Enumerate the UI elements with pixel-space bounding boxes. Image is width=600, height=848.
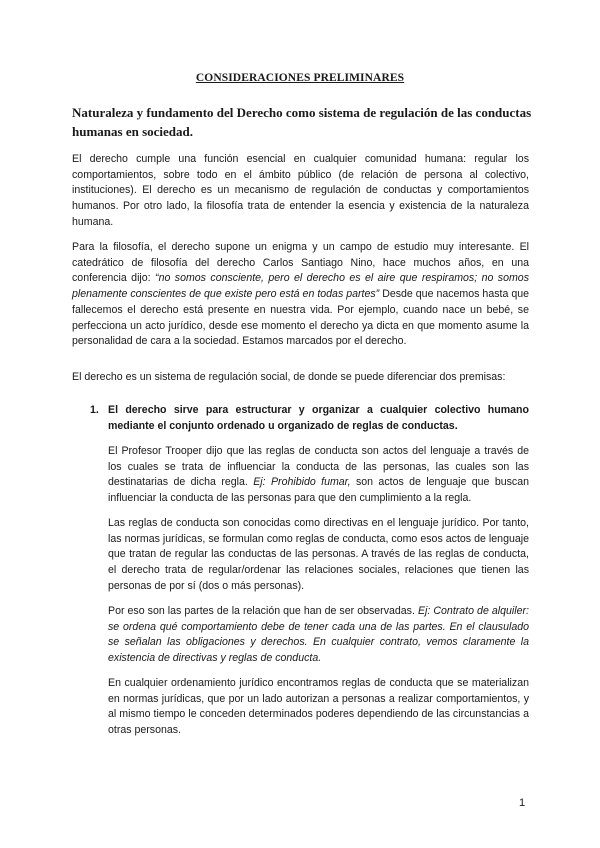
- example-rental-contract: Ej: Contrato de alquiler: se ordena qué comportamiento debe de tener cada una de las partes. En el clausulado se señalan las obligaciones y derechos. En cualquier contrato, vemos claramente la existencia de directivas y reglas de conducta.: [108, 605, 529, 665]
- page-title: CONSIDERACIONES PRELIMINARES: [195, 72, 405, 84]
- page-number: 1: [519, 797, 526, 809]
- list-item-text: El derecho sirve para estructurar y organizar a cualquier colectivo humano mediante el conjunto ordenado u organizado de reglas de conductas.: [108, 404, 529, 432]
- paragraph-philosophy-text-b: Desde que nacemos hasta que fallecemos el derecho está presente en nuestra vida. Por ejemplo, cuando nace un bebé, se perfecciona un acto jurídico, desde ese momento el derecho ya dicta en que momento asume la personalidad de cara a la sociedad. Estamos marcados por el derecho.: [72, 288, 529, 348]
- example-no-smoking: Ej: Prohibido fumar,: [253, 476, 351, 489]
- paragraph-premises: El derecho es un sistema de regulación social, de donde se puede diferenciar dos premisas:: [72, 371, 506, 383]
- paragraph-legal-order: En cualquier ordenamiento jurídico encontramos reglas de conducta que se materializan en normas jurídicas, que por un lado autorizan a personas a realizar comportamientos, y al mismo tiempo le conceden determinados poderes dependiendo de las circunstancias a otras personas.: [108, 677, 529, 737]
- paragraph-philosophy-text-a: Para la filosofía, el derecho supone un enigma y un campo de estudio muy interesante. El catedrático de filosofía del derecho Carlos Santiago Nino, hace muchos años, en una conferencia dijo:: [72, 241, 529, 285]
- list-item: [90, 403, 529, 434]
- paragraph-directives: Las reglas de conducta son conocidas como directivas en el lenguaje jurídico. Por tanto, las normas jurídicas, se formulan como reglas de conducta, como esos actos de lenguaje que tratan de regular las conductas de las personas. A través de las reglas de conducta, el derecho trata de regular/ordenar las relaciones sociales, relaciones que tienen las personas de por sí (dos o más personas).: [108, 517, 529, 592]
- paragraph-trooper-text-b: son actos de lenguaje que buscan influenciar la conducta de las personas para que den cumplimiento a la regla.: [108, 476, 529, 505]
- list-item-number: 1.: [90, 404, 99, 416]
- section-heading: Naturaleza y fundamento del Derecho como sistema de regulación de las conductas humanas en sociedad.: [72, 105, 532, 139]
- paragraph-intro: El derecho cumple una función esencial en cualquier comunidad humana: regular los comportamientos, sobre todo en el ámbito público (de relación de persona al colectivo, instituciones). El derecho es un mecanismo de regulación de conductas y comportamientos humanos. Por otro lado, la filosofía trata de entender la esencia y existencia de la naturaleza humana.: [72, 153, 529, 228]
- paragraph-trooper-text-a: El Profesor Trooper dijo que las reglas de conducta son actos del lenguaje a través de los cuales se trata de influenciar la conducta de las personas, las cuales son las destinatarias de dicha regla.: [108, 445, 529, 489]
- paragraph-philosophy: [72, 240, 529, 350]
- paragraph-parties-text-a: Por eso son las partes de la relación que han de ser observadas.: [108, 605, 418, 617]
- nino-quote: “no somos consciente, pero el derecho es el aire que respiramos; no somos plenamente conscientes de que existe pero está en todas partes”: [72, 272, 529, 301]
- paragraph-trooper: [108, 444, 529, 507]
- paragraph-parties: [108, 604, 529, 667]
